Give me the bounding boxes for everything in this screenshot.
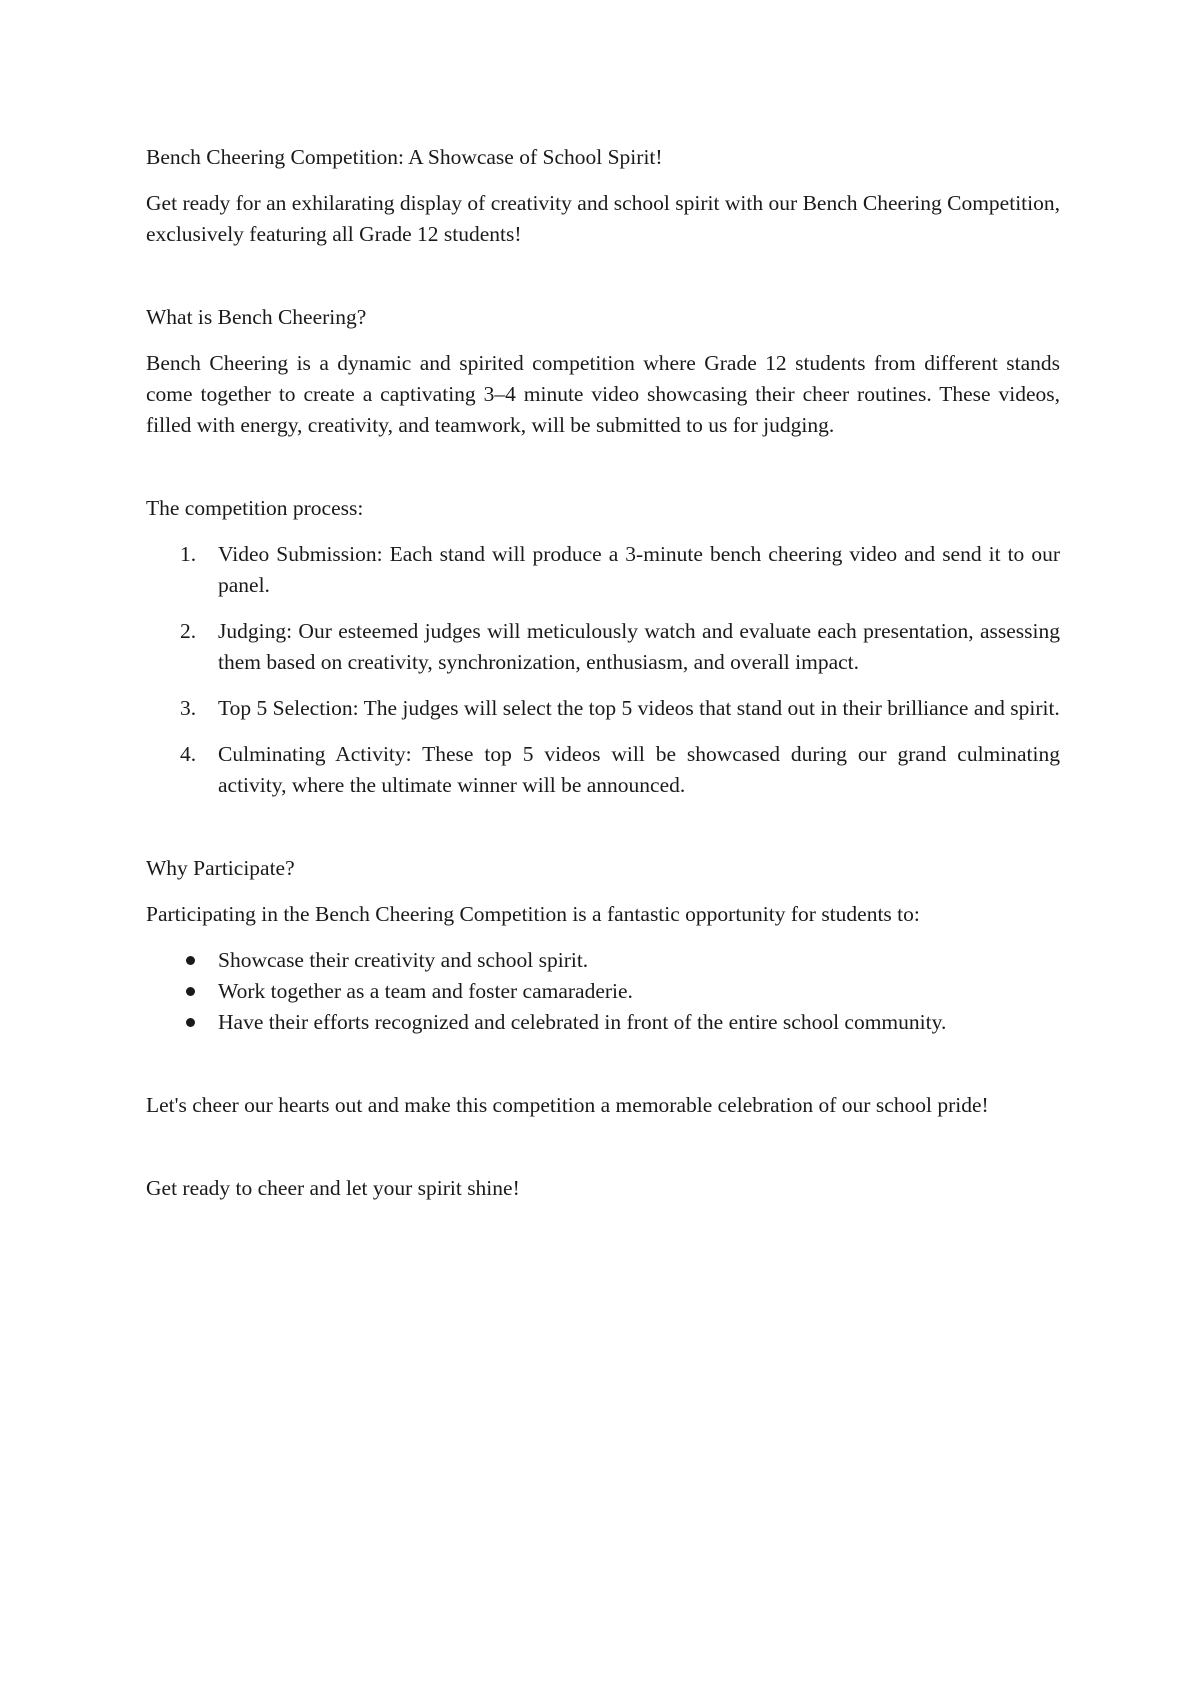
process-heading: The competition process: [146,496,364,520]
bullet-icon [186,987,195,996]
document-title: Bench Cheering Competition: A Showcase of School Spirit! [146,145,663,169]
process-step [146,539,1060,601]
benefit-text: Have their efforts recognized and celebrated in front of the entire school community. [218,1010,947,1034]
bullet-icon [186,956,195,965]
benefit-item [146,945,1060,976]
process-steps-list [146,539,1060,801]
benefits-list [146,945,1060,1038]
benefit-text: Work together as a team and foster camaraderie. [218,979,633,1003]
step-number: 2. [180,619,197,643]
process-step [146,693,1060,724]
step-text: Judging: Our esteemed judges will meticulously watch and evaluate each presentation, assessing them based on creativity, synchronization, enthusiasm, and overall impact. [218,619,1060,674]
document-page [146,142,1060,1204]
process-step [146,616,1060,678]
what-paragraph: Bench Cheering is a dynamic and spirited competition where Grade 12 students from different stands come together to create a captivating 3–4 minute video showcasing their cheer routines. These videos, filled with energy, creativity, and teamwork, will be submitted to us for judging. [146,351,1060,437]
closing-paragraph: Let's cheer our hearts out and make this competition a memorable celebration of our school pride! [146,1093,989,1117]
final-line: Get ready to cheer and let your spirit shine! [146,1176,520,1200]
process-step [146,739,1060,801]
step-text: Culminating Activity: These top 5 videos will be showcased during our grand culminating activity, where the ultimate winner will be announced. [218,742,1060,797]
step-number: 4. [180,742,197,766]
intro-paragraph: Get ready for an exhilarating display of creativity and school spirit with our Bench Cheering Competition, exclusively featuring all Grade 12 students! [146,191,1060,246]
bullet-icon [186,1018,195,1027]
step-text: Top 5 Selection: The judges will select the top 5 videos that stand out in their brilliance and spirit. [218,696,1060,720]
benefit-item [146,976,1060,1007]
step-text: Video Submission: Each stand will produce a 3-minute bench cheering video and send it to our panel. [218,542,1060,597]
benefit-text: Showcase their creativity and school spirit. [218,948,589,972]
step-number: 3. [180,696,197,720]
step-number: 1. [180,542,197,566]
why-heading: Why Participate? [146,856,295,880]
benefit-item [146,1007,1060,1038]
why-intro: Participating in the Bench Cheering Competition is a fantastic opportunity for students to: [146,902,920,926]
what-heading: What is Bench Cheering? [146,305,367,329]
